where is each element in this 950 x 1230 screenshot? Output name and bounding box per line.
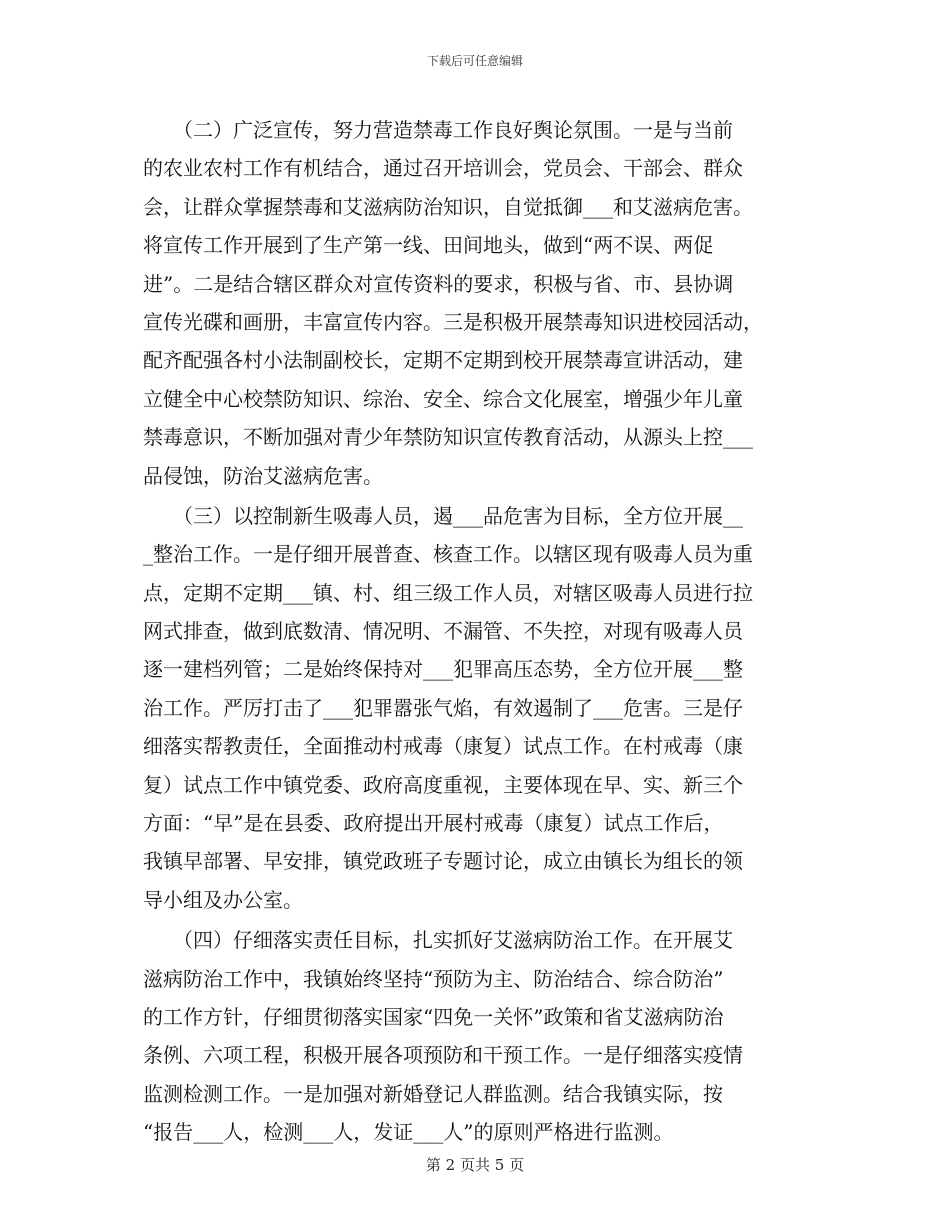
text-line: 立健全中心校禁防知识、综治、安全、综合文化展室，增强少年儿童 bbox=[143, 386, 743, 411]
header-note: 下载后可任意编辑 bbox=[426, 54, 523, 68]
text-line: _整治工作。一是仔细开展普查、核查工作。以辖区现有吸毒人员为重 bbox=[143, 542, 753, 567]
text-line: 导小组及办公室。 bbox=[143, 887, 303, 912]
text-line: 我镇早部署、早安排，镇党政班子专题讨论，成立由镇长为组长的领 bbox=[143, 849, 743, 874]
text-line: 监测检测工作。一是加强对新婚登记人群监测。结合我镇实际，按 bbox=[143, 1081, 723, 1106]
text-line: 点，定期不定期___镇、村、组三级工作人员，对辖区吸毒人员进行拉 bbox=[143, 580, 753, 605]
text-line: （二）广泛宣传，努力营造禁毒工作良好舆论氛围。一是与当前 bbox=[143, 118, 733, 142]
text-line: 的工作方针，仔细贯彻落实国家“四免一关怀”政策和省艾滋病防治 bbox=[143, 1004, 724, 1029]
text-line: （四）仔细落实责任目标，扎实抓好艾滋病防治工作。在开展艾 bbox=[143, 928, 733, 953]
text-line: 宣传光碟和画册，丰富宣传内容。三是积极开展禁毒知识进校园活动， bbox=[143, 309, 763, 334]
document-body bbox=[143, 111, 803, 1152]
text-line: 方面：“早”是在县委、政府提出开展村戒毒（康复）试点工作后， bbox=[143, 811, 724, 836]
text-line: 治工作。严厉打击了___犯罪嚣张气焰，有效遏制了___危害。三是仔 bbox=[143, 695, 743, 720]
text-line: 的农业农村工作有机结合，通过召开培训会，党员会、干部会、群众 bbox=[143, 156, 743, 181]
text-line: 逐一建档列管；二是始终保持对___犯罪高压态势，全方位开展___整 bbox=[143, 657, 743, 682]
text-line: 将宣传工作开展到了生产第一线、田间地头，做到“两不误、两促 bbox=[143, 233, 714, 258]
text-line: 品侵蚀，防治艾滋病危害。 bbox=[143, 463, 383, 488]
text-line: 条例、六项工程，积极开展各项预防和干预工作。一是仔细落实疫情 bbox=[143, 1043, 743, 1068]
text-line: 会，让群众掌握禁毒和艾滋病防治知识，自觉抵御___和艾滋病危害。 bbox=[143, 194, 753, 219]
text-line: 禁毒意识，不断加强对青少年禁防知识宣传教育活动，从源头上控___ bbox=[143, 425, 753, 450]
text-line: “报告___人，检测___人，发证___人”的原则严格进行监测。 bbox=[143, 1120, 674, 1145]
text-line: 细落实帮教责任，全面推动村戒毒（康复）试点工作。在村戒毒（康 bbox=[143, 734, 743, 759]
page-number: 第 2 页共 5 页 bbox=[425, 1156, 525, 1174]
text-line: （三）以控制新生吸毒人员，遏___品危害为目标，全方位开展__ bbox=[143, 503, 743, 528]
text-line: 进”。二是结合辖区群众对宣传资料的要求，积极与省、市、县协调 bbox=[143, 271, 734, 296]
text-line: 复）试点工作中镇党委、政府高度重视，主要体现在早、实、新三个 bbox=[143, 772, 743, 797]
text-line: 滋病防治工作中，我镇始终坚持“预防为主、防治结合、综合防治” bbox=[143, 966, 724, 991]
text-line: 配齐配强各村小法制副校长，定期不定期到校开展禁毒宣讲活动，建 bbox=[143, 348, 743, 373]
text-line: 网式排查，做到底数清、情况明、不漏管、不失控，对现有吸毒人员 bbox=[143, 619, 743, 644]
